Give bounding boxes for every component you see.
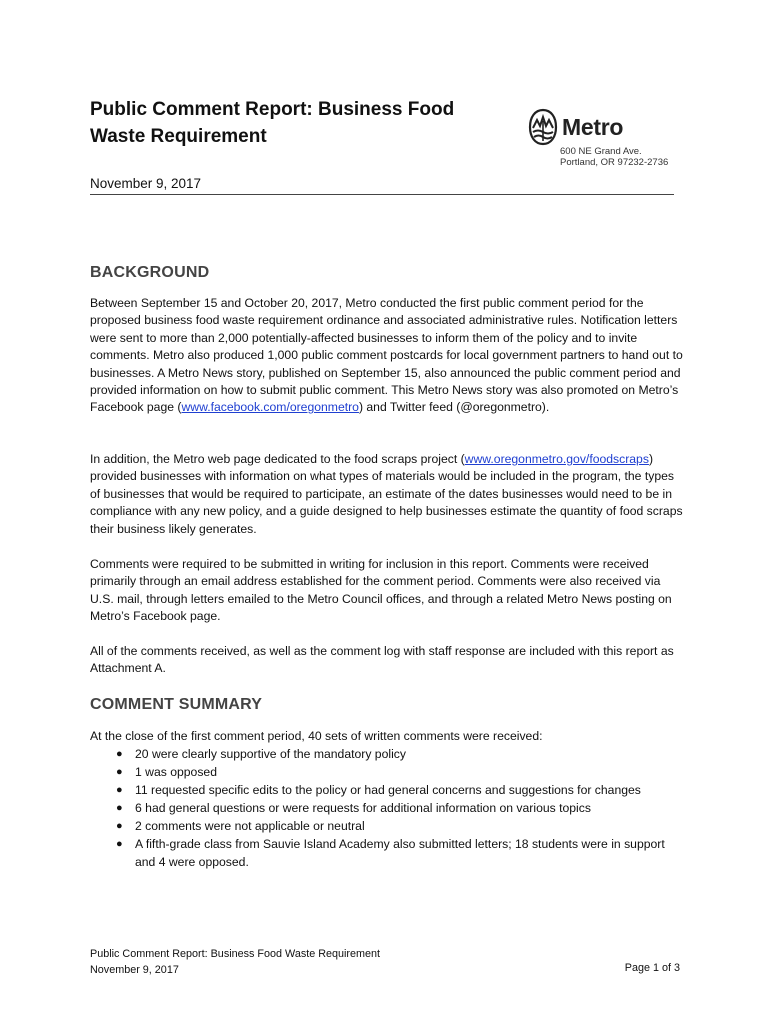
background-paragraph-3: Comments were required to be submitted in writing for inclusion in this report. Comments were received primarily through an email address established for the comment period. Comments were also received via U.S. mail, through letters emailed to the Metro Council offices, and through a related Metro News posting on Metro’s Facebook page.	[90, 557, 672, 624]
list-item-text: 11 requested specific edits to the policy or had general concerns and suggestions for changes	[135, 783, 641, 797]
background-paragraph-4: All of the comments received, as well as the comment log with staff response are included with this report as Attachment A.	[90, 644, 674, 676]
page-footer	[90, 946, 380, 978]
list-item-text: A fifth-grade class from Sauvie Island Academy also submitted letters; 18 students were in support and 4 were opposed.	[135, 837, 665, 869]
list-item-text: 20 were clearly supportive of the mandatory policy	[135, 747, 406, 761]
background-p1-text: Between September 15 and October 20, 2017, Metro conducted the first public comment period for the proposed business food waste requirement ordinance and associated administrative rules. Notification letters were sent to more than 2,000 potentially-affected businesses to inform them of the policy and to invite comments. Metro also produced 1,000 public comment postcards for local government partners to hand out to businesses. A Metro News story, published on September 15, also announced the public comment period and provided information on how to submit public comment. This Metro News story was also promoted on Metro’s Facebook page (	[90, 296, 683, 415]
header-divider	[90, 194, 674, 195]
bullet-icon: ●	[116, 820, 123, 832]
metro-logo	[528, 108, 678, 168]
comment-summary-heading: COMMENT SUMMARY	[90, 696, 263, 713]
background-paragraph-1	[90, 295, 686, 417]
comment-summary-list	[90, 745, 686, 871]
footer-title: Public Comment Report: Business Food Waste Requirement	[90, 948, 381, 960]
facebook-link[interactable]: www.facebook.com/oregonmetro	[181, 400, 359, 415]
list-item	[90, 817, 686, 835]
list-item	[90, 835, 686, 871]
list-item	[90, 799, 686, 817]
bullet-icon: ●	[116, 838, 123, 850]
page-title: Public Comment Report: Business Food Waste Requirement	[90, 99, 455, 147]
background-p2-start: In addition, the Metro web page dedicated to the food scraps project (	[90, 452, 465, 466]
bullet-icon: ●	[116, 784, 123, 796]
background-heading: BACKGROUND	[90, 264, 210, 281]
bullet-icon: ●	[116, 766, 123, 778]
footer-date: November 9, 2017	[90, 964, 179, 976]
list-item	[90, 781, 686, 799]
metro-logo-icon	[528, 108, 558, 146]
metro-logo-text: Metro	[562, 114, 624, 140]
background-p2-end: ) provided businesses with information on what types of materials would be included in the program, the types of businesses that would be required to participate, an estimate of the dates businesses would need to be in compliance with any new policy, and a guide designed to help businesses estimate the quantity of food scraps their business likely generates.	[90, 452, 683, 536]
list-item-text: 1 was opposed	[135, 765, 217, 779]
bullet-icon: ●	[116, 802, 123, 814]
list-item	[90, 745, 686, 763]
address-line-2: Portland, OR 97232-2736	[560, 157, 669, 168]
list-item-text: 6 had general questions or were requests for additional information on various topics	[135, 801, 591, 815]
background-p1-end: ) and Twitter feed (@oregonmetro).	[358, 400, 550, 415]
metro-address	[560, 146, 678, 168]
list-item-text: 2 comments were not applicable or neutral	[135, 819, 365, 833]
report-date: November 9, 2017	[90, 176, 202, 191]
page-number: Page 1 of 3	[624, 962, 680, 974]
address-line-1: 600 NE Grand Ave.	[560, 146, 642, 157]
comment-summary-intro: At the close of the first comment period, 40 sets of written comments were received:	[90, 729, 543, 743]
background-paragraph-2	[90, 451, 686, 538]
foodscraps-link[interactable]: www.oregonmetro.gov/foodscraps	[464, 452, 649, 466]
bullet-icon: ●	[116, 748, 123, 760]
list-item	[90, 763, 686, 781]
